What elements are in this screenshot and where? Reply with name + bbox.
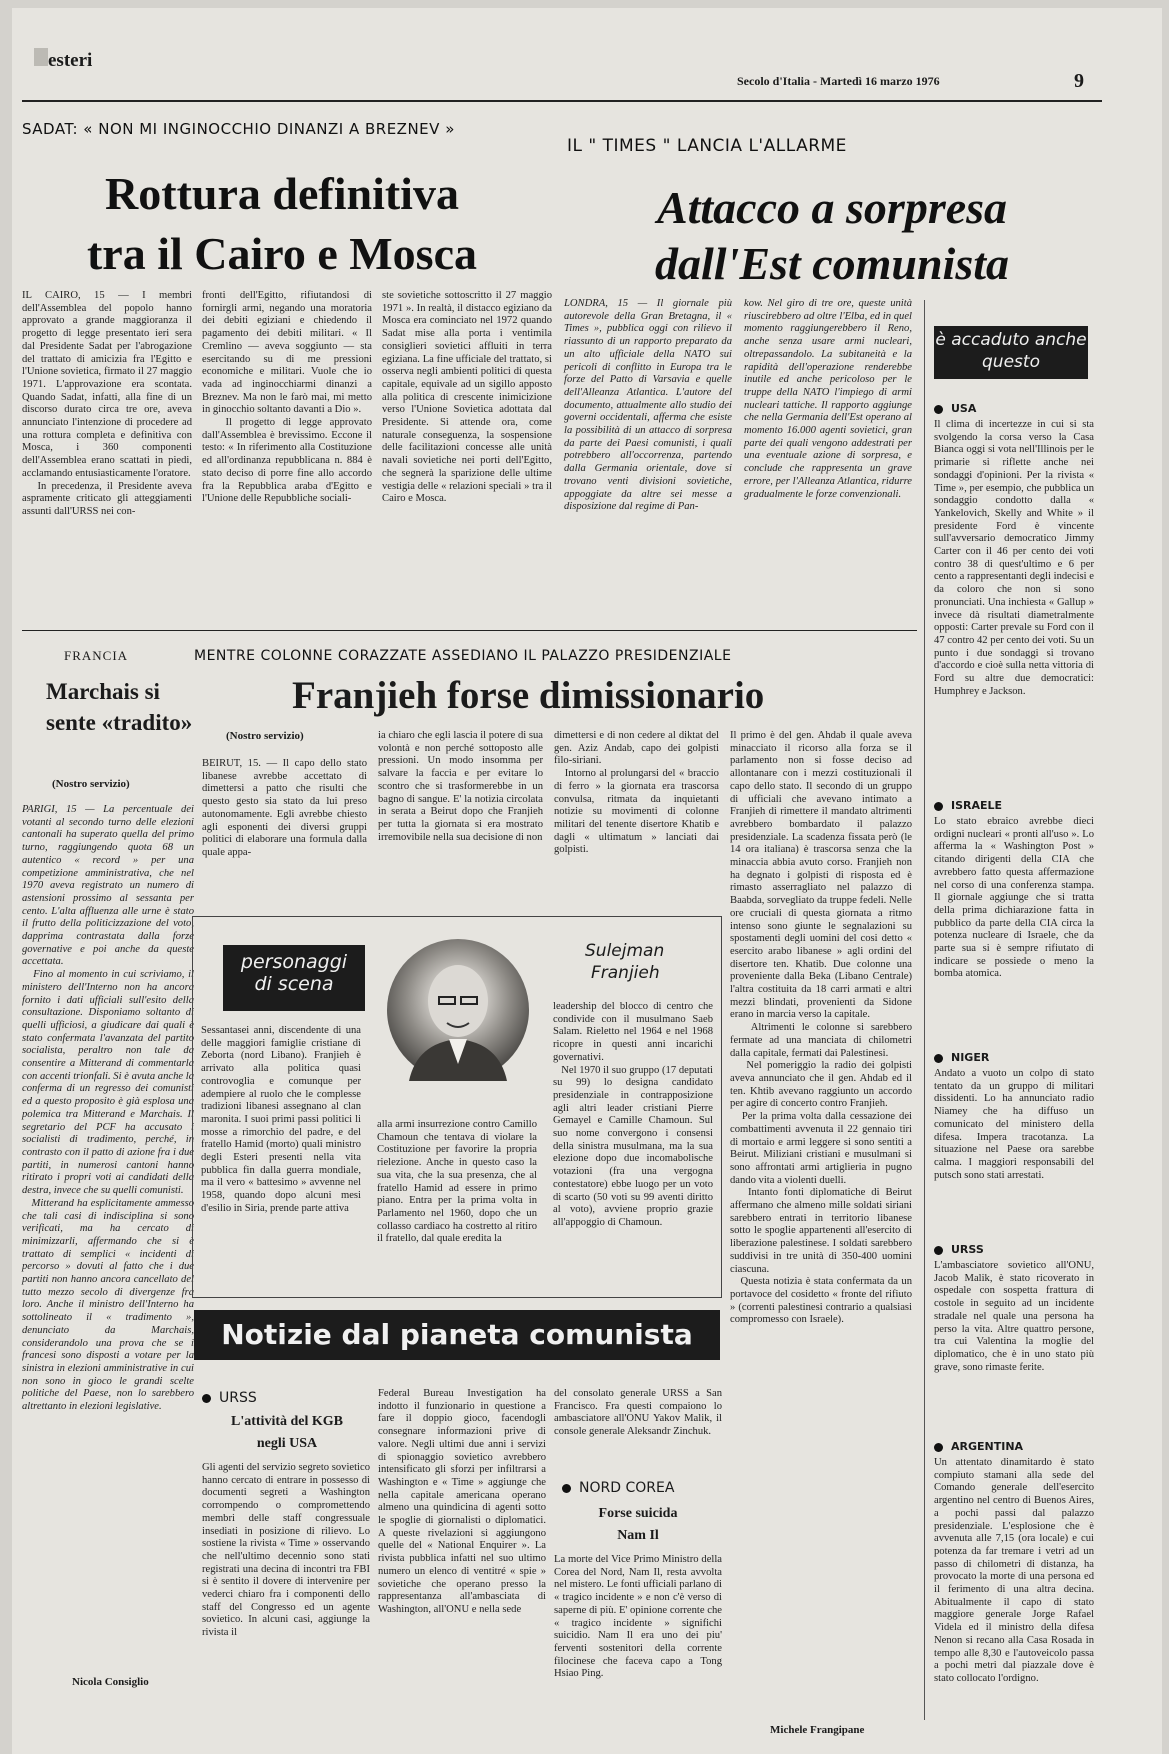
libano-headline: Franjieh forse dimissionario xyxy=(292,674,765,717)
bullet-icon xyxy=(934,1054,943,1063)
times-column-2: kow. Nel giro di tre ore, queste unità riuscirebbero ad oltre l'Elba, ed in quel momento raggiungerebbero il Reno, anche senza usare armi nucleari, oltrepassandolo. La subitaneità e la rapidità dell'operazione renderebbe inutile ed anche pericoloso per le truppe della NATO l'impiego di armi nucleari tattiche. Il rapporto aggiunge che nella Germania dell'Est operano al momento 16.000 agenti sovietici, gran parte dei quali vengono addestrati per una eventuale azione di sorpresa, e conclude che rappresenta un grave errore, per l'Alleanza Atlantica, ridurre gradualmente le forze convenzionali. xyxy=(744,298,915,500)
middle-rule xyxy=(22,630,917,631)
urss-column-1: Gli agenti del servizio segreto sovietico hanno cercato di entrare in possesso di documenti segreti a Washington corrompendo o compromettendo membri delle staff congressuale insediati in posizione di rilievo. Lo sostiene la rivista « Time » osservando che nell'ultimo decennio sono stati registrati una decina di incontri tra FBI si è sentito il dovere di intervenire per vederci chiaro fra i componenti dello staff del Congresso ed un agente sovietico. In alcuni casi, aggiunge la rivista il xyxy=(202,1462,373,1639)
libano-column-4: Il primo è del gen. Ahdab il quale aveva minacciato il ricorso alla forza se il parlamento non si fosse deciso ad allontanare con i mezzi costituzionali il capo dello stato. Il secondo di un gruppo di ufficiali che avevano intimato a Franjieh di rimettere il mandato altrimenti avrebbero bombardato il palazzo presidenziale. La scadenza fissata però (le 14 ora italiana) è trascorsa senza che la minaccia abbia avuto corso. Franjieh non ha degnato i golpisti di risposta ed è rimasto asserragliato nel palazzo di Baabda, sorvegliato da truppe fedeli. Nelle ore cruciali di questa giornata a ritmo intenso sono giunte le segnalazioni su spostamenti degli uomini del cosi detto « esercito arabo libanese » agli ordini del disertore ten. Khatib. Due colonne una proveniente dalla Beka (Libano Centrale) l'altra costituita da 18 carri armati e altri mezzi blindati, provenienti da Sidone erano in marcia verso la capitale. Altrimenti le colonne si sarebbero fermate ad una manciata di chilometri dalla capitale, fermati dai Palestinesi. Nel pomeriggio la radio dei golpisti aveva annunciato che il gen. Ahdab ed il ten. Khtib avevano raggiunto un accordo per agire di concerto contro Franjieh. Per la prima volta dalla cessazione dei combattimenti avvenuta il 22 gennaio tiri di mortaio e armi leggere si sono sentiti a Beirut. Miliziani cristiani e musulmani si sono affrontati armi artiglieria in pugno dando vita a violenti duelli. Intanto fonti diplomatiche di Beirut affermano che almeno mille soldati siriani sarebbero entrati in territorio libanese sotto le spoglie appartenenti all'esercito di liberazione palestinese. I soldati sarebbero suddivisi in tre unità di 350-400 uomini ciascuna. Questa notizia è stata confermata da un portavoce del cosidetto « fronte del rifiuto » (correnti palestinesi contrario a qualsiasi compromesso con Israele). xyxy=(730,730,912,1326)
portrait-figure xyxy=(387,939,529,1081)
times-headline-line2: dall'Est comunista xyxy=(654,238,1010,289)
bullet-icon xyxy=(202,1394,211,1403)
sadat-column-2: fronti dell'Egitto, rifiutandosi di fornirgli armi, negando una moratoria dei debiti egiziani e chiedendo il pagamento dei debiti militari. « Il Cremlino — aveva soggiunto — sta esercitando su di me pressioni economiche e militari. Vuole che io vada ad inginocchiarmi dinanzi a Breznev. Ma non le farò mai, mi metto in ginocchio soltanto davanti a Dio ». Il progetto di legge approvato dall'Assemblea è brevissimo. Eccone il testo: « In riferimento alla Costituzione ed all'ordinanza repubblicana n. 884 è stato deciso di porre fine allo accordo fra la Repubblica araba d'Egitto e l'Unione delle Repubbliche sociali- xyxy=(202,290,372,505)
profile-name-line1: Sulejman xyxy=(585,941,665,961)
notizie-banner xyxy=(194,1310,720,1360)
francia-body: PARIGI, 15 — La percentuale dei votanti al secondo turno delle elezioni cantonali ha superato quella del primo turno, raggiungendo quota 68 un autentico « record » per una competizione amministrativa, che nel 1970 aveva registrato un numero di astensioni prossimo al sessanta per cento. L'alta affluenza alle urne è stato il frutto della politicizzazione del voto, dapprima contrastata dalla forze governative e poi anche da queste accettata. Fino al momento in cui scriviamo, il ministero dell'Interno non ha ancora fornito i dati ufficiali sull'esito della consultazione. Disponiamo soltanto di quelli ufficiosi, a giudicare dai quali è stato confermata l'avanzata del partito socialista, peraltro non tale da consentire a Mitterand di commentarla con accenti trionfali. Si è avuta anche la conferma di un regresso dei comunisti ed a questo proposito è già esplosa una polemica tra Mitterand e Marchais. Il segretario del PCF ha accusato i socialisti di tradimento, perché, in contrasto con il patto di azione fra i due partiti, in numerosi cantoni hanno ritirato i propri voti ai candidati della destra, invece che su quelli comunisti. Mitterand ha esplicitamente ammesso che tali casi di indisciplina si sono verificati, ma ha cercato di minimizzarli, affermando che si è trattato di semplici « incidenti di percorso » dovuti al fatto che i due partiti non hanno ancora cancellato del tutto mezzo secolo di divergenze fra loro. Anche il ministro dell'Interno ha sottolineato il « tradimento », denunciato da Marchais, considerandolo una prova che se i francesi sono disposti a votare per la sinistra in elezioni amministrative in cui non sono in gioco le grandi scelte politiche del Paese, non lo sarebbero altrettanto in elezioni legislative. xyxy=(22,804,194,1413)
sidebar-news-list xyxy=(934,402,1097,1684)
notizie-banner-title: Notizie dal pianeta comunista xyxy=(221,1318,693,1351)
sadat-column-1: IL CAIRO, 15 — I membri dell'Assemblea del popolo hanno approvato a grande maggioranza il progetto di legge presentato ieri sera dal Presidente Sadat per l'abrogazione del trattato di amicizia fra l'Egitto e l'Unione sovietica, firmato il 27 maggio 1971. L'approvazione era scontata. Quando Sadat, infatti, alla fine di un discorso durato circa tre ore, aveva annunciato l'intenzione di procedere ad una rottura completa e definitiva con Mosca, i 360 componenti dell'Assemblea erano scattati in piedi, acclamando entusiasticamente l'oratore. In precedenza, il Presidente aveva aspramente criticato gli atteggiamenti assunti dall'URSS nei con- xyxy=(22,290,192,517)
profile-box xyxy=(192,916,722,1298)
francia-byline: (Nostro servizio) xyxy=(52,778,130,790)
profile-banner xyxy=(223,945,365,1011)
times-headline-line1: Attacco a sorpresa xyxy=(656,182,1008,233)
korea-headline-line2: Nam Il xyxy=(617,1528,659,1543)
sidebar-banner xyxy=(934,326,1088,379)
sidebar-item-argentina-title: ARGENTINA xyxy=(934,1440,1094,1453)
sidebar-item-israele-text: Lo stato ebraico avrebbe dieci ordigni nucleari « pronti all'uso ». Lo afferma la « Washington Post » citando dirigenti della CIA che avrebbero fatto questa affermazione nel corso di una conferenza stampa. Il giornale aggiunge che si tratta della prima dichiarazione fatta in pubblico da parte della CIA circa la potenza nucleare di Israele, che da parte sua si è sempre rifiutato di indicare se possiede o meno la bomba atomica. xyxy=(934,816,1097,980)
urss-section-title: URSS xyxy=(202,1390,257,1406)
sadat-headline-line1: Rottura definitiva xyxy=(105,168,459,219)
urss-column-3: del consolato generale URSS a San Francisco. Fra questi compaiono lo ambasciatore all'ONU Yakov Malik, il console generale Aleksandr Zinchuk. xyxy=(554,1388,725,1438)
sidebar-item-niger-text: Andato a vuoto un colpo di stato tentato da un gruppo di militari dissidenti. Lo ha annunciato radio Niamey che ha diffuso un comunicato del ministero della difesa. Impera tracotanza. La situazione nel Paese ora sarebbe calma. I maggiori responsabili del putsch sono stati arrestati. xyxy=(934,1068,1097,1181)
sidebar-divider xyxy=(924,300,925,1720)
sidebar-item-usa-title: USA xyxy=(934,402,1094,415)
profile-column-3: leadership del blocco di centro che condivide con il musulmano Saeb Salam. Rieletto nel 1964 e nel 1968 ricopre in questi anni incarichi governativi. Nel 1970 il suo gruppo (17 deputati su 99) lo designa candidato presidenziale in contrapposizione agli altri leader cristiani Pierre Gemayel e Camille Chamoun. Sul suo nome convergono i consensi della sinistra musulmana, ma la sua elezione dopo due incomabolische votazioni (fra una vergogna contestatore) ebbe luogo per un voto di scarto (50 voti su 99 aventi diritto al voto), avviene proprio grazie all'appoggio di Chamoun. xyxy=(553,1001,713,1228)
profile-name-line2: Franjieh xyxy=(591,963,660,983)
sidebar-item-urss-title: URSS xyxy=(934,1243,1094,1256)
libano-kicker: MENTRE COLONNE CORAZZATE ASSEDIANO IL PALAZZO PRESIDENZIALE xyxy=(194,648,732,664)
profile-banner-line1: personaggi xyxy=(240,951,348,973)
urss-headline-line1: L'attività del KGB xyxy=(231,1414,343,1429)
profile-column-1: Sessantasei anni, discendente di una delle maggiori famiglie cristiane di Zeborta (nord Libano). Franjieh è arrivato alla politica quasi controvoglia e comunque per adempiere al ruolo che le complesse tradizioni libanesi assegnano al clan maronita. I suoi primi passi politici li mosse a rimorchio del padre, e del fratello Hamid (morto) quali ministro degli Esteri presenti nella vita pubblica fin dalla guerra mondiale, ma il vero « battesimo » avvenne nel 1958, quando dopo alcuni mesi d'esilio in Siria, prende parte attiva xyxy=(201,1025,364,1214)
header-rule xyxy=(22,100,1102,102)
newspaper-page xyxy=(12,8,1162,1754)
profile-column-2: alla armi insurrezione contro Camillo Chamoun che tentava di violare la Costituzione per favorire la propria rielezione. Anche in questo caso la sua vita, che la sua presenza, che al fratello Hamid ad essere in primo piano. Entra per la prima volta in Parlamento nel 1960, dopo che un collasso cardiaco ha costretto al ritiro il fratello, dal quale eredita la xyxy=(377,1119,540,1245)
bullet-icon xyxy=(934,802,943,811)
libano-column-1: BEIRUT, 15. — Il capo dello stato libanese avrebbe accettato di dimettersi a patto che risulti che questo gesto sia stato da lui preso autonomamente. Egli avrebbe chiesto agli esponenti dei diversi gruppi politici di elaborare una formula dalla quale appa- xyxy=(202,758,370,858)
libano-column-2: ia chiaro che egli lascia il potere di sua volontà e non perché sottoposto alle pressioni. Un modo insomma per salvare la faccia e per evitare lo scontro che si trasformerebbe in un bagno di sangue. E' la notizia circolata in serata a Beirut dopo che Franjieh per tutta la giornata si era mostrato irremovibile nella sua decisione di non xyxy=(378,730,546,843)
francia-kicker: FRANCIA xyxy=(64,648,129,663)
korea-body: La morte del Vice Primo Ministro della Corea del Nord, Nam Il, resta avvolta nel mistero. Le fonti ufficiali parlano di « tragico incidente » e non c'è verso di saperne di più. E' opinione corrente che « tragico incidente » significhi suicidio. Nam Il era uno dei piu' ferventi sostenitori della corrente filocinese che faceva capo a Tong Hsiao Ping. xyxy=(554,1554,725,1680)
sidebar-item-urss-text: L'ambasciatore sovietico all'ONU, Jacob Malik, è stato ricoverato in ospedale con sospetta frattura di costole in seguito ad un incidente stradale nel quale una persona ha perso la vita. Altre quattro persone, tra cui Valentina la moglie del diplomatico, che è in uno stato più grave, sono rimaste ferite. xyxy=(934,1260,1097,1373)
libano-signature: Michele Frangipane xyxy=(770,1724,865,1736)
section-badge xyxy=(34,48,48,66)
libano-byline: (Nostro servizio) xyxy=(226,730,304,742)
bullet-icon xyxy=(934,1246,943,1255)
bullet-icon xyxy=(934,405,943,414)
urss-column-2: Federal Bureau Investigation ha indotto il funzionario in questione a fare il doppio gioco, facendogli consegnare informazioni prive di valore. Negli ultimi due anni i servizi di spionaggio sovietico avrebbero intensificato gli sforzi per infiltrarsi a Washington e « Time » aggiunge che nella capitale americana operano almeno una quindicina di agenti sotto le spoglie di giornalisti o diplomatici. A queste rivelazioni si aggiungono quelle del « National Enquirer ». La rivista pubblica infatti nel suo ultimo numero un elenco di ventitré « spie » sovietiche che operano presso la rappresentanza all'ambasciata di Washington, all'ONU e nella sede xyxy=(378,1388,549,1615)
libano-column-3: dimettersi e di non cedere al diktat del gen. Aziz Andab, capo dei golpisti filo-siriani. Intorno al prolungarsi del « braccio di ferro » la giornata era trascorsa convulsa, ritmata da inquietanti notizie su movimenti di colonne militari del tenente disertore Khatib e dagli « ultimatum » lanciati dai golpisti. xyxy=(554,730,719,856)
korea-headline-line1: Forse suicida xyxy=(598,1506,678,1521)
franjieh-photo xyxy=(387,939,529,1081)
sidebar-item-usa-text: Il clima di incertezze in cui si sta svolgendo la corsa verso la Casa Bianca oggi si vota nell'Illinois per le primarie si riflette anche nei sondaggi d'opinioni. Per la rivista « Time », per esempio, che pubblica un sondaggio condotto dalla « Yankelovich, Skelly and White » il presidente Ford è vincente sull'avversario democratico Jimmy Carter con il 46 per cento dei voti contro 38 di quest'ultimo e 6 per cento a rappresentanti degli indecisi e da coloro che non si sono pronunciati. Una inchiesta « Gallup » invece dà risultati diametralmente opposti: Carter prevale su Ford con il 47 contro 42 per cento dei voti. Su un punto i due sondaggi si trovano d'accordo e cioè sulla netta vittoria di Ford su altre due democratici: Humphrey e Jackson. xyxy=(934,419,1097,697)
section-label: esteri xyxy=(48,50,93,71)
times-column-1: LONDRA, 15 — Il giornale più autorevole della Gran Bretagna, il « Times », pubblica oggi con rilievo il riassunto di un rapporto preparato da un alto ufficiale della NATO sui pericoli di conflitto in Europa tra le forze del Patto di Varsavia e quelle dell'Alleanza Atlantica. L'autore del documento, attualmente allo studio dei governi occidentali, afferma che esiste la possibilità di un attacco di sorpresa da parte dei Paesi comunisti, i quali potrebbero all'occorrenza, partendo dalla Germania orientale, dove si trovano venti divisioni sovietiche, appoggiate da altre sei messe a disposizione dal regime di Pan- xyxy=(564,298,735,513)
sidebar-item-argentina-text: Un attentato dinamitardo è stato compiuto stamani alla sede del Comando generale dell'esercito argentino nel centro di Buenos Aires, a pochi passi dal palazzo presidenziale. L'esplosione che è avvenuta alle 7,15 (ora locale) e cui potenza da far tremare i vetri ad un passo di chilometri di distanza, ha provocato la morte di una persona ed il ferimento di una altra decina. Abitualmente il capo di stato maggiore generale Jorge Rafael Videla ed il ministro della difesa Nenon si recano alla Casa Rosada in tempo alle 8,30 e l'autoveicolo passa a pochi metri dal piazzale dove è stato collocato l'ordigno. xyxy=(934,1457,1097,1684)
sadat-kicker: SADAT: « NON MI INGINOCCHIO DINANZI A BREZNEV » xyxy=(22,120,455,138)
bullet-icon xyxy=(562,1484,571,1493)
sidebar-item-israele-title: ISRAELE xyxy=(934,799,1094,812)
profile-banner-line2: di scena xyxy=(254,973,334,995)
sadat-column-3: ste sovietiche sottoscritto il 27 maggio 1971 ». In realtà, il distacco egiziano da Mosca era cominciato nel 1972 quando Sadat mise alla porta i ventimila consiglieri sovietici affluiti in terra egiziana. La fine ufficiale del trattato, si osserva negli ambienti politici di questa capitale, equivale ad un sigillo apposto alla politica di crescente inimicizione verso l'Unione Sovietica adottata dal Presidente. Si attende ora, come naturale conseguenza, la sospensione delle facilitazioni concesse alle unità navali sovietiche nei porti dell'Egitto, che segnerà la sparizione delle ultime vestigia delle « relazioni speciali » tra il Cairo e Mosca. xyxy=(382,290,555,505)
publication-date: Secolo d'Italia - Martedì 16 marzo 1976 xyxy=(737,74,940,88)
francia-headline: Marchais si sente «tradito» xyxy=(46,679,193,735)
page-number: 9 xyxy=(1074,70,1084,92)
francia-signature: Nicola Consiglio xyxy=(72,1676,149,1688)
sadat-headline-line2: tra il Cairo e Mosca xyxy=(86,228,478,279)
korea-section-title: NORD COREA xyxy=(562,1480,674,1496)
bullet-icon xyxy=(934,1443,943,1452)
sidebar-item-niger-title: NIGER xyxy=(934,1051,1094,1064)
urss-headline-line2: negli USA xyxy=(256,1436,318,1451)
sidebar-banner-text: è accaduto anche questo xyxy=(935,330,1087,372)
times-kicker: IL " TIMES " LANCIA L'ALLARME xyxy=(567,136,847,156)
